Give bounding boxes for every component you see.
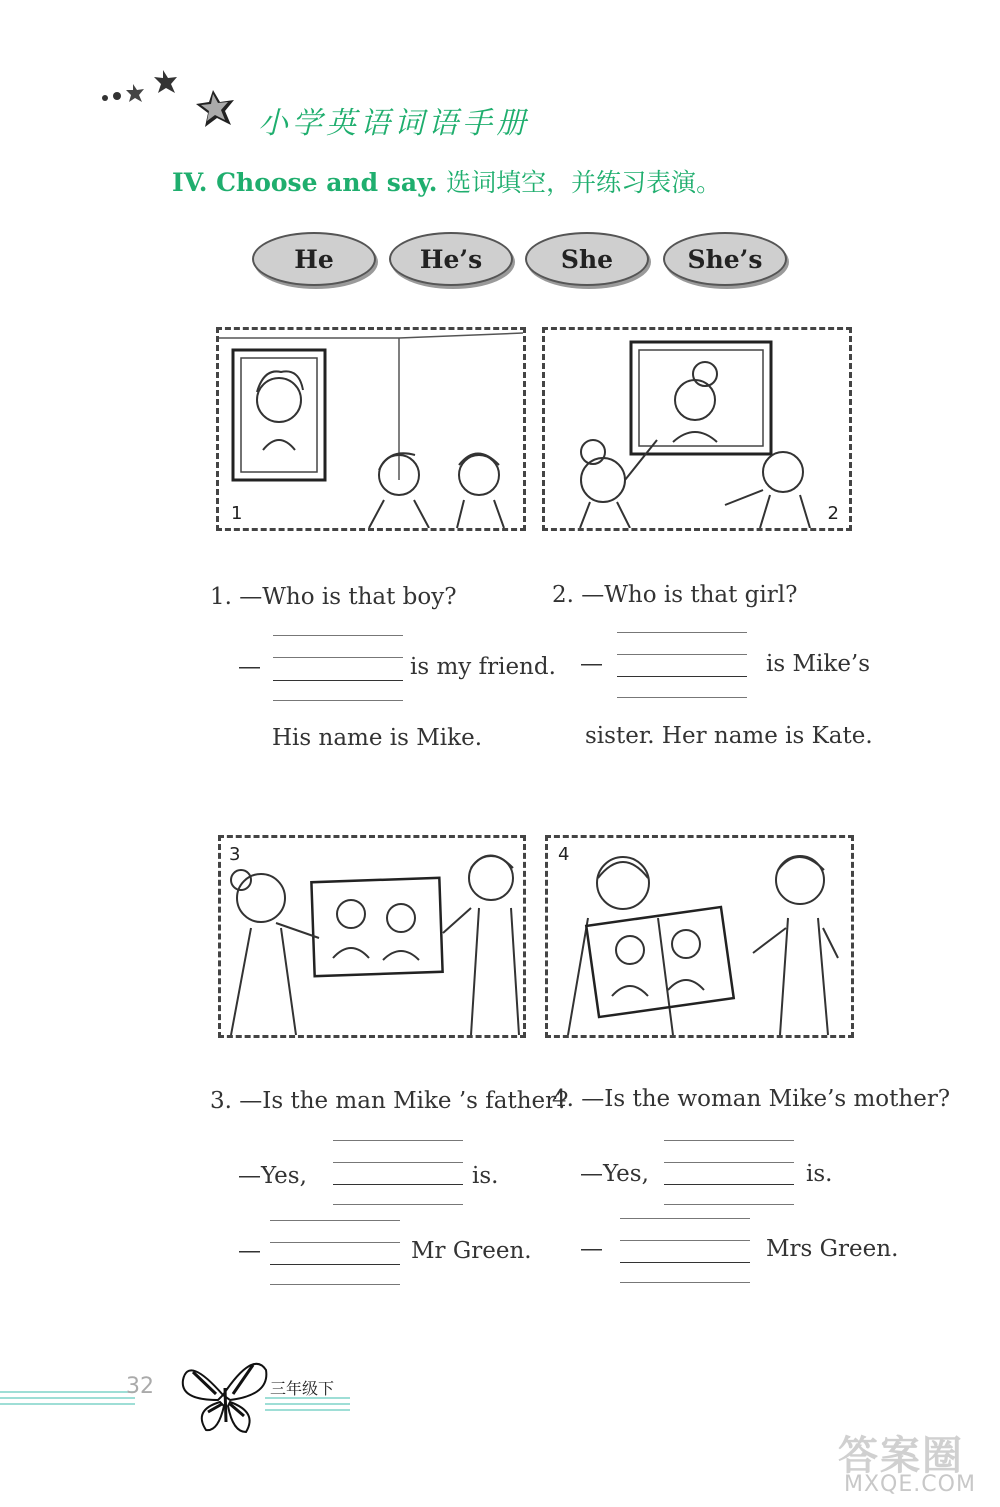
sentence-2-continued: sister. Her name is Kate.: [585, 723, 873, 749]
reply-suffix-4: is.: [806, 1161, 833, 1187]
word-option-hes[interactable]: He’s: [389, 232, 513, 286]
guide-line: [664, 1204, 794, 1205]
grade-label: 三年级下: [270, 1379, 335, 1398]
picture-panel-1: [216, 327, 526, 531]
answer-blank-2[interactable]: [617, 676, 747, 677]
guide-line: [333, 1140, 463, 1141]
mother-photo-scene-illustration: [548, 838, 851, 1035]
reply-prefix-4: —Yes,: [580, 1161, 649, 1187]
guide-line: [273, 657, 403, 658]
panel-number: 1: [231, 503, 243, 524]
question-4: 4. —Is the woman Mike’s mother?: [552, 1086, 951, 1112]
guide-line: [617, 654, 747, 655]
watermark: [838, 1424, 998, 1504]
answer-blank-4a[interactable]: [664, 1184, 794, 1185]
panel-number: 3: [229, 844, 241, 865]
guide-line: [617, 697, 747, 698]
answer-suffix-1: is my friend.: [410, 654, 556, 680]
guide-line: [620, 1282, 750, 1283]
sentence-1-continued: His name is Mike.: [272, 725, 483, 751]
watermark-logo: 答案圈: [838, 1433, 964, 1479]
panel-number: 2: [827, 503, 839, 524]
question-1: 1. —Who is that boy?: [210, 584, 457, 610]
word-option-shes[interactable]: She’s: [663, 232, 787, 286]
dash: —: [580, 651, 603, 677]
dash: —: [238, 654, 261, 680]
section-title-en: IV. Choose and say.: [172, 168, 438, 197]
guide-line: [270, 1284, 400, 1285]
answer-blank-3b[interactable]: [270, 1264, 400, 1265]
father-photo-scene-illustration: [221, 838, 523, 1035]
guide-line: [333, 1204, 463, 1205]
stars-decoration-icon: [95, 62, 255, 142]
butterfly-icon: [178, 1350, 273, 1435]
answer-blank-4b[interactable]: [620, 1262, 750, 1263]
guide-line: [273, 635, 403, 636]
picture-panel-3: [218, 835, 526, 1038]
question-3: 3. —Is the man Mike ’s father?: [210, 1088, 569, 1114]
guide-line: [617, 632, 747, 633]
reply-prefix-3: —Yes,: [238, 1163, 307, 1189]
picture-panel-2: [542, 327, 852, 531]
dash: —: [238, 1238, 261, 1264]
section-title: [172, 163, 721, 199]
question-2: 2. —Who is that girl?: [552, 582, 798, 608]
guide-line: [270, 1242, 400, 1243]
answer-blank-1[interactable]: [273, 680, 403, 681]
section-title-cn: 选词填空，并练习表演。: [446, 168, 722, 197]
guide-line: [664, 1140, 794, 1141]
guide-line: [333, 1162, 463, 1163]
panel-number: 4: [558, 844, 570, 865]
answer-blank-3a[interactable]: [333, 1184, 463, 1185]
reply-suffix-3: is.: [472, 1163, 499, 1189]
guide-line: [664, 1162, 794, 1163]
page-number: 32: [126, 1374, 154, 1399]
guide-line: [270, 1220, 400, 1221]
word-option-he[interactable]: He: [252, 232, 376, 286]
guide-line: [620, 1218, 750, 1219]
book-title: 小学英语词语手册: [258, 106, 530, 141]
guide-line: [620, 1240, 750, 1241]
girl-portrait-scene-illustration: [545, 330, 849, 528]
boy-portrait-scene-illustration: [219, 330, 523, 528]
answer-suffix-3: Mr Green.: [411, 1238, 532, 1264]
answer-suffix-4: Mrs Green.: [766, 1236, 899, 1262]
word-option-she[interactable]: She: [525, 232, 649, 286]
dash: —: [580, 1236, 603, 1262]
guide-line: [273, 700, 403, 701]
picture-panel-4: [545, 835, 854, 1038]
answer-suffix-2: is Mike’s: [766, 651, 871, 677]
watermark-url: MXQE.COM: [844, 1472, 976, 1497]
